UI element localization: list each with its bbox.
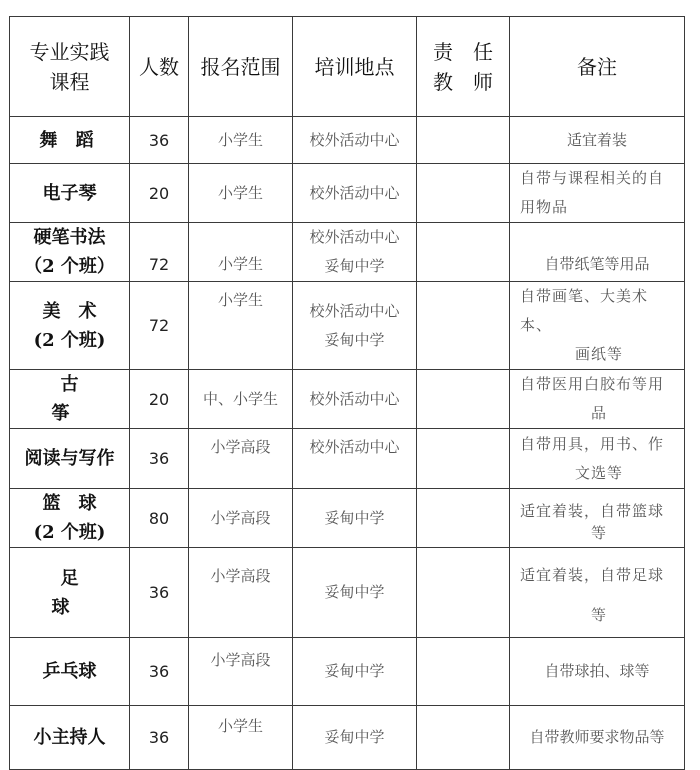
note-line: 等 (590, 523, 607, 542)
header-teacher-line2: 教 师 (433, 69, 493, 94)
note-cell (510, 429, 685, 489)
note-line: 自带画笔、大美术本、 (520, 287, 649, 334)
header-teacher (417, 17, 510, 117)
note-line: 等 (590, 605, 607, 624)
count-cell: 72 (130, 223, 189, 282)
course-table (9, 16, 685, 770)
header-course (10, 17, 130, 117)
header-teacher-line1: 责 任 (433, 39, 493, 64)
place-cell: 校外活动中心 (293, 117, 417, 164)
place-cell: 妥甸中学 (293, 548, 417, 638)
teacher-cell (417, 429, 510, 489)
place-cell: 校外活动中心 (293, 370, 417, 429)
place-cell: 校外活动中心 (293, 164, 417, 223)
teacher-cell (417, 548, 510, 638)
range-cell: 小学生 (189, 223, 293, 282)
table-row (10, 164, 685, 223)
course-line: (2 个班) (33, 329, 106, 351)
note-cell: 自带球拍、球等 (510, 638, 685, 706)
course-cell: 小主持人 (10, 706, 130, 770)
place-cell: 妥甸中学 (293, 706, 417, 770)
range-cell: 小学高段 (189, 638, 293, 706)
course-line: 硬笔书法 (33, 227, 106, 248)
count-cell: 36 (130, 548, 189, 638)
note-cell (510, 489, 685, 548)
note-line: 自带用具，用书、作 (520, 434, 665, 453)
table-row (10, 489, 685, 548)
place-cell (293, 223, 417, 282)
range-cell: 中、小学生 (189, 370, 293, 429)
header-note: 备注 (510, 17, 685, 117)
header-course-line1: 专业实践 (29, 39, 110, 64)
teacher-cell (417, 489, 510, 548)
place-cell (293, 282, 417, 370)
note-line: 适宜着装，自带篮球 (520, 501, 665, 520)
header-count: 人数 (130, 17, 189, 117)
count-cell: 36 (130, 429, 189, 489)
count-cell: 72 (130, 282, 189, 370)
course-line: 美 术 (42, 300, 97, 322)
teacher-cell (417, 638, 510, 706)
place-line: 妥甸中学 (324, 257, 385, 275)
place-cell: 妥甸中学 (293, 638, 417, 706)
header-course-line2: 课程 (49, 69, 90, 94)
note-line: 适宜着装，自带足球 (520, 565, 665, 584)
table-row (10, 223, 685, 282)
note-cell: 适宜着装 (510, 117, 685, 164)
place-line: 妥甸中学 (324, 330, 385, 349)
course-cell (10, 282, 130, 370)
teacher-cell (417, 370, 510, 429)
header-row (10, 17, 685, 117)
note-line: 画纸等 (574, 345, 623, 363)
count-cell: 20 (130, 164, 189, 223)
place-line: 校外活动中心 (309, 301, 400, 320)
teacher-cell (417, 282, 510, 370)
note-cell (510, 164, 685, 223)
course-cell: 舞 蹈 (10, 117, 130, 164)
place-cell: 妥甸中学 (293, 489, 417, 548)
table-row (10, 117, 685, 164)
note-line: 品 (590, 404, 607, 422)
note-cell (510, 282, 685, 370)
range-cell: 小学高段 (189, 489, 293, 548)
place-cell: 校外活动中心 (293, 429, 417, 489)
count-cell: 36 (130, 638, 189, 706)
teacher-cell (417, 706, 510, 770)
table-row (10, 548, 685, 638)
count-cell: 36 (130, 117, 189, 164)
range-cell: 小学生 (189, 282, 293, 370)
table-row (10, 429, 685, 489)
course-cell: 乒乓球 (10, 638, 130, 706)
note-line: 用物品 (520, 198, 569, 216)
range-cell: 小学生 (189, 706, 293, 770)
table-row (10, 706, 685, 770)
teacher-cell (417, 223, 510, 282)
note-line: 文选等 (574, 463, 623, 482)
range-cell: 小学高段 (189, 548, 293, 638)
place-line: 校外活动中心 (309, 228, 400, 246)
note-cell: 自带纸笔等用品 (510, 223, 685, 282)
count-cell: 80 (130, 489, 189, 548)
course-cell (10, 489, 130, 548)
range-cell: 小学生 (189, 117, 293, 164)
course-cell: 阅读与写作 (10, 429, 130, 489)
note-cell (510, 548, 685, 638)
course-line: 篮 球 (42, 493, 97, 514)
course-cell: 电子琴 (10, 164, 130, 223)
range-cell: 小学高段 (189, 429, 293, 489)
note-line: 自带与课程相关的自 (520, 169, 665, 187)
note-cell (510, 370, 685, 429)
count-cell: 20 (130, 370, 189, 429)
table-row (10, 282, 685, 370)
note-line: 自带医用白胶布等用 (520, 375, 665, 393)
range-cell: 小学生 (189, 164, 293, 223)
course-cell (10, 223, 130, 282)
teacher-cell (417, 164, 510, 223)
count-cell: 36 (130, 706, 189, 770)
header-place: 培训地点 (293, 17, 417, 117)
header-range: 报名范围 (189, 17, 293, 117)
course-line: (2 个班) (33, 522, 106, 543)
note-cell: 自带教师要求物品等 (510, 706, 685, 770)
table-row (10, 370, 685, 429)
table-row (10, 638, 685, 706)
teacher-cell (417, 117, 510, 164)
course-cell: 足 球 (10, 548, 130, 638)
course-cell: 古 筝 (10, 370, 130, 429)
course-line: （2 个班） (24, 256, 115, 277)
